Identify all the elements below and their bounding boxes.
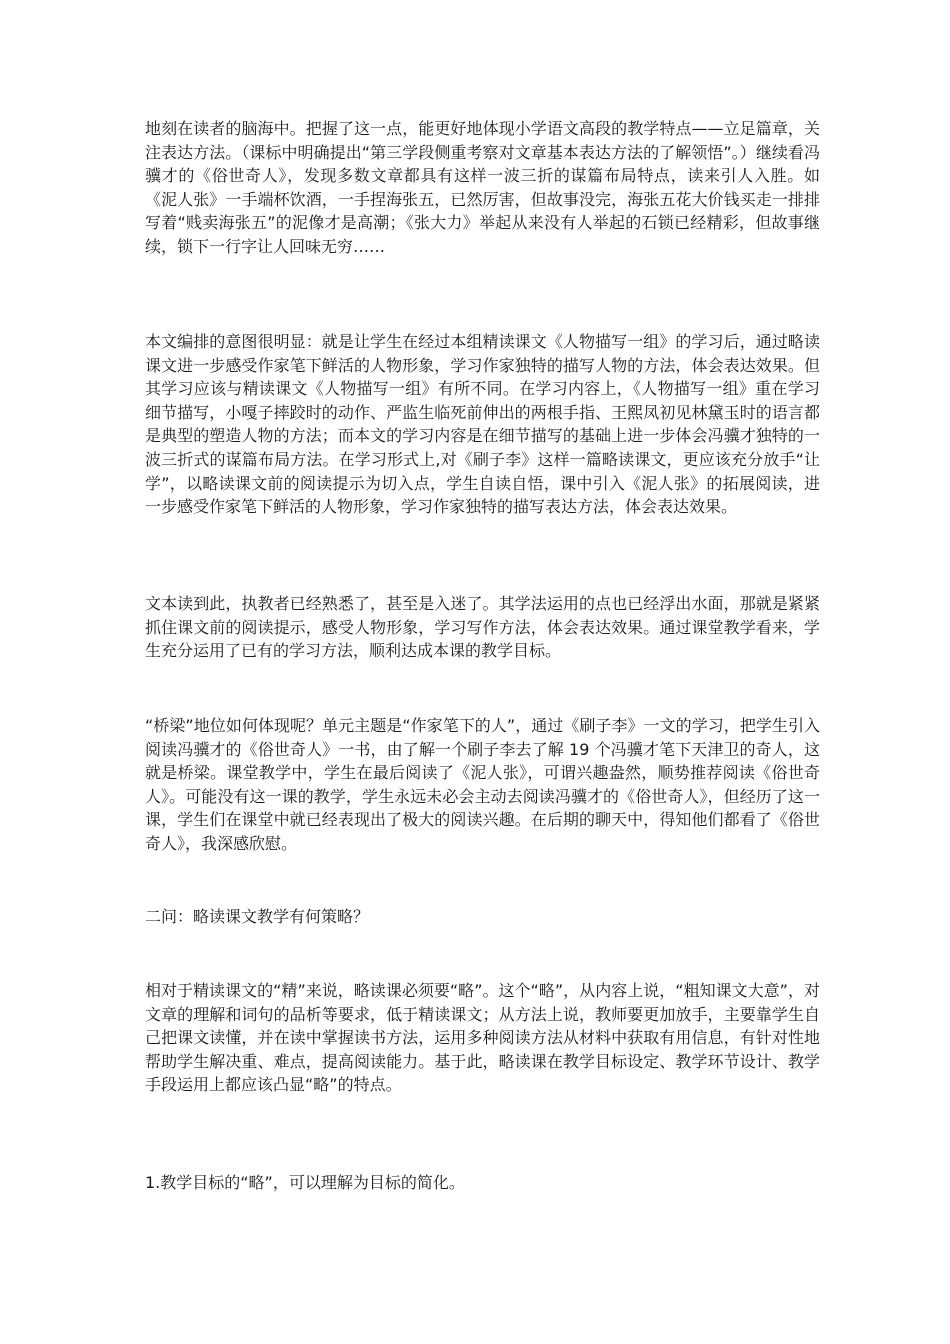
- paragraph-1: 地刻在读者的脑海中。把握了这一点，能更好地体现小学语文高段的教学特点——立足篇章，关注表达方法。（课标中明确提出“第三学段侧重考察对文章基本表达方法的了解领悟”。）继续看冯骥才的《俗世奇人》，发现多数文章都具有这样一波三折的谋篇布局特点，读来引人入胜。如《泥人张》一手端杯饮酒，一手捏海张五，已然厉害，但故事没完，海张五花大价钱买走一排排写着“贱卖海张五”的泥像才是高潮；《张大力》举起从来没有人举起的石锁已经精彩，但故事继续，锁下一行字让人回味无穷……: [145, 119, 820, 256]
- paragraph-6: 1.教学目标的“略”，可以理解为目标的简化。: [145, 1173, 465, 1192]
- section-heading: 二问：略读课文教学有何策略？: [145, 907, 370, 926]
- paragraph-4: “桥梁”地位如何体现呢？单元主题是“作家笔下的人”，通过《刷子李》一文的学习，把学生引入阅读冯骥才的《俗世奇人》一书，由了解一个刷子李去了解 19 个冯骥才笔下天津卫的奇人，这就是桥梁。课堂教学中，学生在最后阅读了《泥人张》，可谓兴趣盎然，顺势推荐阅读《俗世奇人》。可能没有这一课的教学，学生永远未必会主动去阅读冯骥才的《俗世奇人》，但经历了这一课，学生们在课堂中就已经表现出了极大的阅读兴趣。在后期的聊天中，得知他们都看了《俗世奇人》，我深感欣慰。: [145, 716, 820, 853]
- paragraph-2: 本文编排的意图很明显：就是让学生在经过本组精读课文《人物描写一组》的学习后，通过略读课文进一步感受作家笔下鲜活的人物形象，学习作家独特的描写人物的方法，体会表达效果。但其学习应该与精读课文《人物描写一组》有所不同。在学习内容上，《人物描写一组》重在学习细节描写，小嘎子摔跤时的动作、严监生临死前伸出的两根手指、王熙凤初见林黛玉时的语言都是典型的塑造人物的方法；而本文的学习内容是在细节描写的基础上进一步体会冯骥才独特的一波三折式的谋篇布局方法。在学习形式上,对《刷子李》这样一篇略读课文，更应该充分放手“让学”，以略读课文前的阅读提示为切入点，学生自读自悟，课中引入《泥人张》的拓展阅读，进一步感受作家笔下鲜活的人物形象，学习作家独特的描写表达方法，体会表达效果。: [145, 332, 820, 517]
- paragraph-3: 文本读到此，执教者已经熟悉了，甚至是入迷了。其学法运用的点也已经浮出水面，那就是紧紧抓住课文前的阅读提示，感受人物形象，学习写作方法，体会表达效果。通过课堂教学看来，学生充分运用了已有的学习方法，顺利达成本课的教学目标。: [145, 594, 820, 661]
- paragraph-5: 相对于精读课文的“精”来说，略读课必须要“略”。这个“略”，从内容上说，“粗知课文大意”，对文章的理解和词句的品析等要求，低于精读课文；从方法上说，教师要更加放手，主要靠学生自己把课文读懂，并在读中掌握读书方法，运用多种阅读方法从材料中获取有用信息，有针对性地帮助学生解决重、难点，提高阅读能力。基于此，略读课在教学目标设定、教学环节设计、教学手段运用上都应该凸显“略”的特点。: [145, 981, 820, 1095]
